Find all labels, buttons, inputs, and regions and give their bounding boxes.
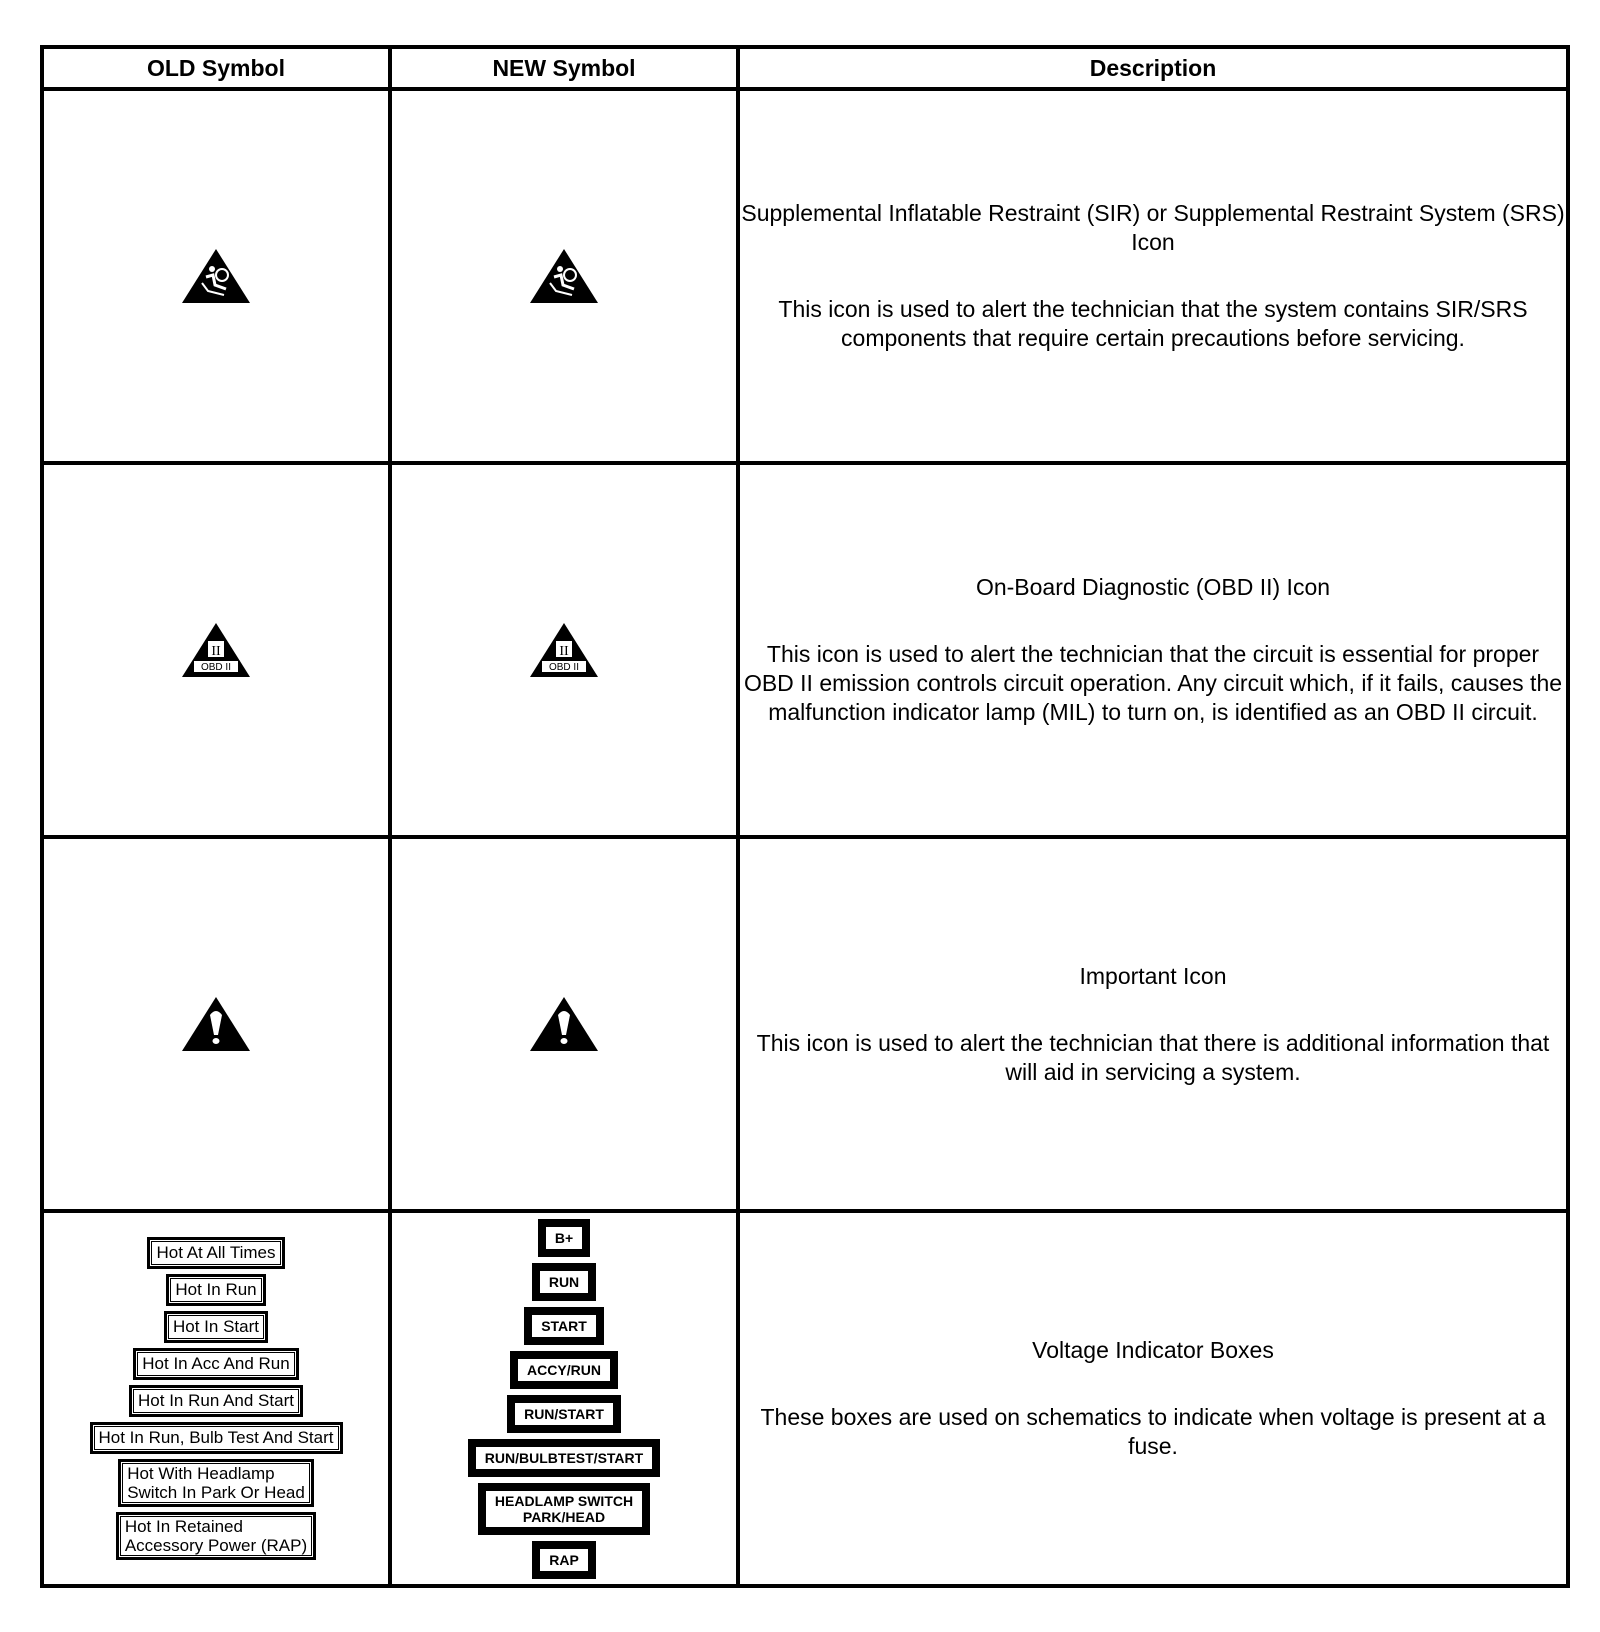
new-voltage-box-label: RUN/START xyxy=(514,1402,614,1426)
old-symbol-cell xyxy=(42,463,390,837)
description-cell xyxy=(738,837,1568,1211)
new-voltage-box xyxy=(507,1395,621,1433)
obd-icon-bottom-text: OBD II xyxy=(548,662,580,673)
description-cell xyxy=(738,463,1568,837)
old-voltage-box xyxy=(116,1512,316,1560)
new-voltage-box xyxy=(468,1439,660,1477)
sir-srs-icon xyxy=(180,247,252,305)
symbol-table xyxy=(40,45,1570,1588)
description-title: On-Board Diagnostic (OBD II) Icon xyxy=(975,574,1331,600)
new-symbol-cell xyxy=(390,463,738,837)
old-symbol-cell xyxy=(42,89,390,463)
description-cell xyxy=(738,89,1568,463)
table-row xyxy=(42,1211,1568,1586)
obd-icon-top-text: II xyxy=(559,644,569,659)
new-voltage-box xyxy=(478,1483,650,1535)
new-voltage-box xyxy=(538,1219,590,1257)
new-symbol-cell xyxy=(390,89,738,463)
new-voltage-box xyxy=(510,1351,618,1389)
old-voltage-boxes xyxy=(44,1237,388,1560)
description-title: Supplemental Inflatable Restraint (SIR) or Supplemental Restraint System (SRS) Icon xyxy=(741,200,1565,255)
new-symbol-cell xyxy=(390,837,738,1211)
new-voltage-box-label: RUN xyxy=(539,1270,589,1294)
new-voltage-boxes xyxy=(392,1219,736,1579)
old-voltage-box-label: Hot In Run xyxy=(170,1278,261,1302)
important-icon xyxy=(180,995,252,1053)
new-voltage-box xyxy=(532,1263,596,1301)
old-voltage-box-label: Hot In Run, Bulb Test And Start xyxy=(94,1426,339,1450)
new-voltage-box-label: HEADLAMP SWITCH PARK/HEAD xyxy=(485,1490,643,1528)
description-body: These boxes are used on schematics to indicate when voltage is present at a fuse. xyxy=(760,1404,1546,1459)
obd-ii-icon xyxy=(528,621,600,679)
old-voltage-box-label: Hot At All Times xyxy=(151,1241,280,1265)
new-symbol-cell xyxy=(390,1211,738,1586)
old-voltage-box xyxy=(129,1385,303,1417)
description-title: Important Icon xyxy=(1079,962,1227,989)
sir-srs-icon xyxy=(528,247,600,305)
header-new-symbol: NEW Symbol xyxy=(390,47,738,89)
description-body: This icon is used to alert the technician that the circuit is essential for proper OBD II emission controls circuit operation. Any circuit which, if it fails, causes the malfunction indicator lamp (MIL) to turn on, is identified as an OBD II circuit. xyxy=(743,641,1563,725)
description-title: Voltage Indicator Boxes xyxy=(1032,1337,1274,1363)
old-voltage-box-label: Hot In Start xyxy=(168,1315,264,1339)
description-cell xyxy=(738,1211,1568,1586)
old-voltage-box-label: Hot With Headlamp Switch In Park Or Head xyxy=(122,1463,310,1503)
old-voltage-box xyxy=(147,1237,284,1269)
old-voltage-box xyxy=(90,1422,343,1454)
header-description: Description xyxy=(738,47,1568,89)
description-body: This icon is used to alert the technician that there is additional information that will aid in servicing a system. xyxy=(756,1029,1550,1085)
old-voltage-box xyxy=(164,1311,268,1343)
header-old-symbol: OLD Symbol xyxy=(42,47,390,89)
old-voltage-box-label: Hot In Run And Start xyxy=(133,1389,299,1413)
old-symbol-cell xyxy=(42,837,390,1211)
header-row xyxy=(42,47,1568,89)
old-symbol-cell xyxy=(42,1211,390,1586)
old-voltage-box xyxy=(133,1348,298,1380)
new-voltage-box-label: ACCY/RUN xyxy=(517,1358,611,1382)
obd-icon-bottom-text: OBD II xyxy=(200,662,232,673)
new-voltage-box-label: B+ xyxy=(545,1226,583,1250)
old-voltage-box-label: Hot In Acc And Run xyxy=(137,1352,294,1376)
description-body: This icon is used to alert the technician that the system contains SIR/SRS components that require certain precautions before servicing. xyxy=(778,296,1528,351)
new-voltage-box xyxy=(532,1541,596,1579)
new-voltage-box-label: RAP xyxy=(539,1548,589,1572)
old-voltage-box xyxy=(118,1459,314,1507)
obd-ii-icon xyxy=(180,621,252,679)
obd-icon-top-text: II xyxy=(211,644,221,659)
old-voltage-box-label: Hot In Retained Accessory Power (RAP) xyxy=(120,1516,312,1556)
old-voltage-box xyxy=(166,1274,265,1306)
table-row xyxy=(42,463,1568,837)
new-voltage-box xyxy=(524,1307,604,1345)
new-voltage-box-label: RUN/BULBTEST/START xyxy=(475,1446,653,1470)
important-icon xyxy=(528,995,600,1053)
table-row xyxy=(42,89,1568,463)
table-row xyxy=(42,837,1568,1211)
new-voltage-box-label: START xyxy=(531,1314,597,1338)
